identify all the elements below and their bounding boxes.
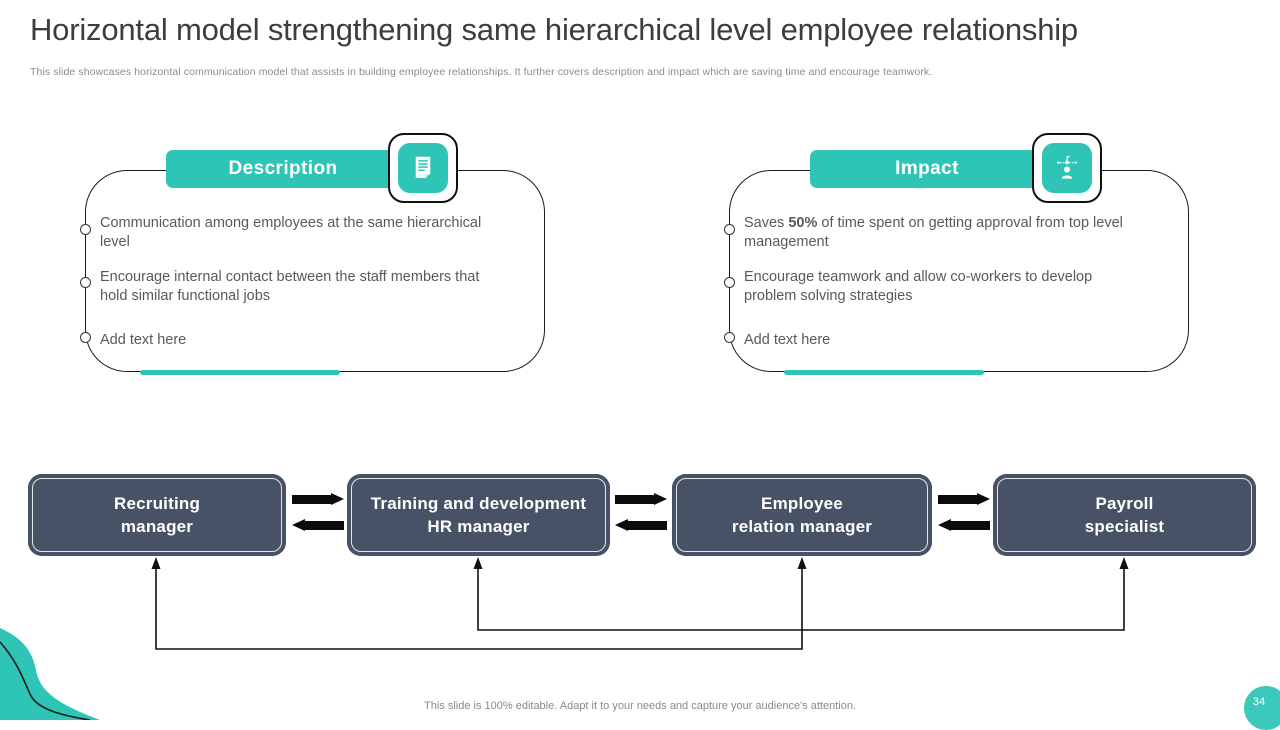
bullet-dot	[724, 277, 735, 288]
flow-box-payroll-specialist	[993, 474, 1256, 556]
card-accent-underline	[140, 370, 340, 376]
arrow-pair-1	[292, 474, 344, 556]
flow-box-label-line2: relation manager	[731, 517, 873, 536]
left-arrow-icon	[292, 519, 344, 532]
left-arrow-icon	[938, 519, 990, 532]
bullet-dot	[80, 277, 91, 288]
list-item	[744, 214, 1144, 252]
page-title: Horizontal model strengthening same hierarchical level employee relationship	[30, 12, 1078, 47]
impact-card-header	[810, 150, 1044, 188]
bullet-text-bold: 50%	[788, 215, 818, 231]
description-bullet-list	[100, 214, 500, 350]
right-arrow-icon	[292, 493, 344, 506]
page-number-badge	[1244, 686, 1280, 730]
bullet-dot	[80, 332, 91, 343]
bullet-dot	[80, 224, 91, 235]
flow-box-label-line1: Recruiting	[113, 494, 201, 513]
list-item	[100, 214, 500, 252]
flow-box-label	[1085, 492, 1165, 538]
bullet-text: Saves	[744, 215, 789, 231]
bullet-dot	[724, 224, 735, 235]
description-card-title: Description	[228, 158, 338, 179]
card-accent-underline	[784, 370, 984, 376]
flow-box-label-line2: HR manager	[427, 517, 530, 536]
list-item	[744, 268, 1144, 306]
bullet-text: Encourage teamwork and allow co-workers to develop problem solving strategies	[744, 269, 1093, 304]
flow-box-recruiting-manager	[28, 474, 286, 556]
bullet-text: Encourage internal contact between the staff members that hold similar functional jobs	[100, 269, 480, 304]
bullet-text: of time spent on getting approval from top level management	[744, 215, 1123, 250]
flow-box-employee-relation-manager	[672, 474, 932, 556]
flow-box-label-line1: Payroll	[1095, 494, 1154, 513]
description-icon-badge	[388, 133, 458, 203]
impact-card-title: Impact	[895, 158, 959, 179]
flow-box-label	[371, 492, 586, 538]
bullet-text: Add text here	[744, 332, 831, 348]
team-network-icon	[1042, 143, 1092, 193]
description-card-header	[166, 150, 400, 188]
flow-box-label	[732, 492, 872, 538]
document-icon	[398, 143, 448, 193]
description-card	[85, 158, 545, 372]
list-item-placeholder	[100, 331, 500, 350]
flow-box-label	[114, 492, 200, 538]
page-number: 34	[1252, 696, 1266, 708]
bullet-text: Add text here	[100, 332, 187, 348]
arrow-pair-2	[615, 474, 667, 556]
footer-note: This slide is 100% editable. Adapt it to your needs and capture your audience's attention.	[424, 700, 856, 712]
arrow-pair-3	[938, 474, 990, 556]
corner-blob-decoration	[0, 620, 240, 720]
bullet-text: Communication among employees at the same hierarchical level	[100, 215, 482, 250]
flow-box-training-hr-manager	[347, 474, 610, 556]
list-item	[100, 268, 500, 306]
left-arrow-icon	[615, 519, 667, 532]
flow-box-label-line1: Employee	[761, 494, 843, 513]
flow-box-label-line2: specialist	[1084, 517, 1165, 536]
impact-icon-badge	[1032, 133, 1102, 203]
impact-bullet-list	[744, 214, 1144, 350]
right-arrow-icon	[615, 493, 667, 506]
bullet-dot	[724, 332, 735, 343]
flow-box-label-line2: manager	[120, 517, 194, 536]
slide-subtitle: This slide showcases horizontal communication model that assists in building employee relationships. It further covers description and impact which are saving time and encourage teamwork.	[30, 66, 933, 78]
impact-card	[729, 158, 1189, 372]
flow-box-label-line1: Training and development	[370, 494, 587, 513]
right-arrow-icon	[938, 493, 990, 506]
list-item-placeholder	[744, 331, 1144, 350]
